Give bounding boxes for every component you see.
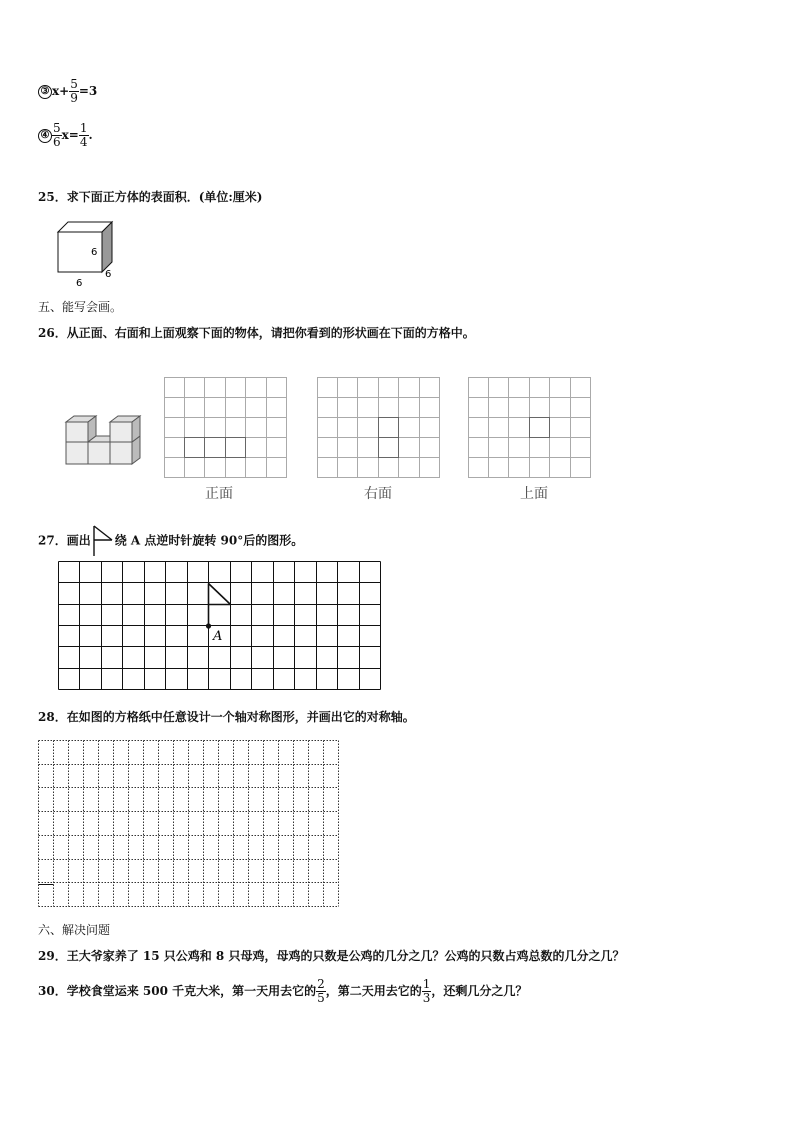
circled-number: ④ [38,129,52,143]
fraction: $\frac{5}{6}$ [53,121,61,149]
view-label-right: 右面 [364,486,392,502]
block-figure [64,410,144,466]
section-5-title: 五、能写会画。 [38,300,123,314]
question-25: 25．求下面正方体的表面积．(单位:厘米) [38,190,263,204]
dotted-grid[interactable] [38,740,340,908]
cube-dim-depth: 6 [105,269,112,280]
view-label-front: 正面 [205,486,233,502]
front-view-grid[interactable] [164,377,288,480]
equation-3: ③ x+ $\frac{5}{9}$ =3 [38,78,97,105]
point-a-label: A [213,629,223,644]
top-view-grid[interactable] [468,377,592,480]
fraction: $\frac{1}{4}$ [79,121,88,149]
question-27: 27．画出 绕 A 点逆时针旋转 90°后的图形。 [38,526,303,556]
cube-dim-bottom: 6 [76,278,83,289]
question-26: 26．从正面、右面和上面观察下面的物体，请把你看到的形状画在下面的方格中。 [38,326,475,340]
fraction-1-3: $\frac{1}{3}$ [422,977,431,1005]
fraction: $\frac{5}{9}$ [70,77,78,105]
cube-dim-right: 6 [91,247,98,258]
question-28: 28．在如图的方格纸中任意设计一个轴对称图形，并画出它的对称轴。 [38,710,415,724]
circled-number: ③ [38,85,52,99]
right-view-grid[interactable] [317,377,441,480]
view-label-top: 上面 [520,486,548,502]
section-6-title: 六、解决问题 [38,923,111,937]
rotation-grid[interactable] [58,561,382,691]
cube-figure [50,218,120,288]
equation-4: ④ $\frac{5}{6}$ x= $\frac{1}{4}$ . [38,122,93,149]
point-a-dot [206,623,211,628]
question-29: 29．王大爷家养了 15 只公鸡和 8 只母鸡，母鸡的只数是公鸡的几分之几？公鸡的只数占鸡总数的几分之几？ [38,949,625,963]
question-30: 30．学校食堂运来 500 千克大米，第一天用去它的 $\frac{2}{5}$ ，第二天用去它的 $\frac{1}{3}$ ，还剩几分之几？ [38,977,528,1005]
fraction-2-5: $\frac{2}{5}$ [317,977,325,1005]
flag-icon [92,526,114,556]
